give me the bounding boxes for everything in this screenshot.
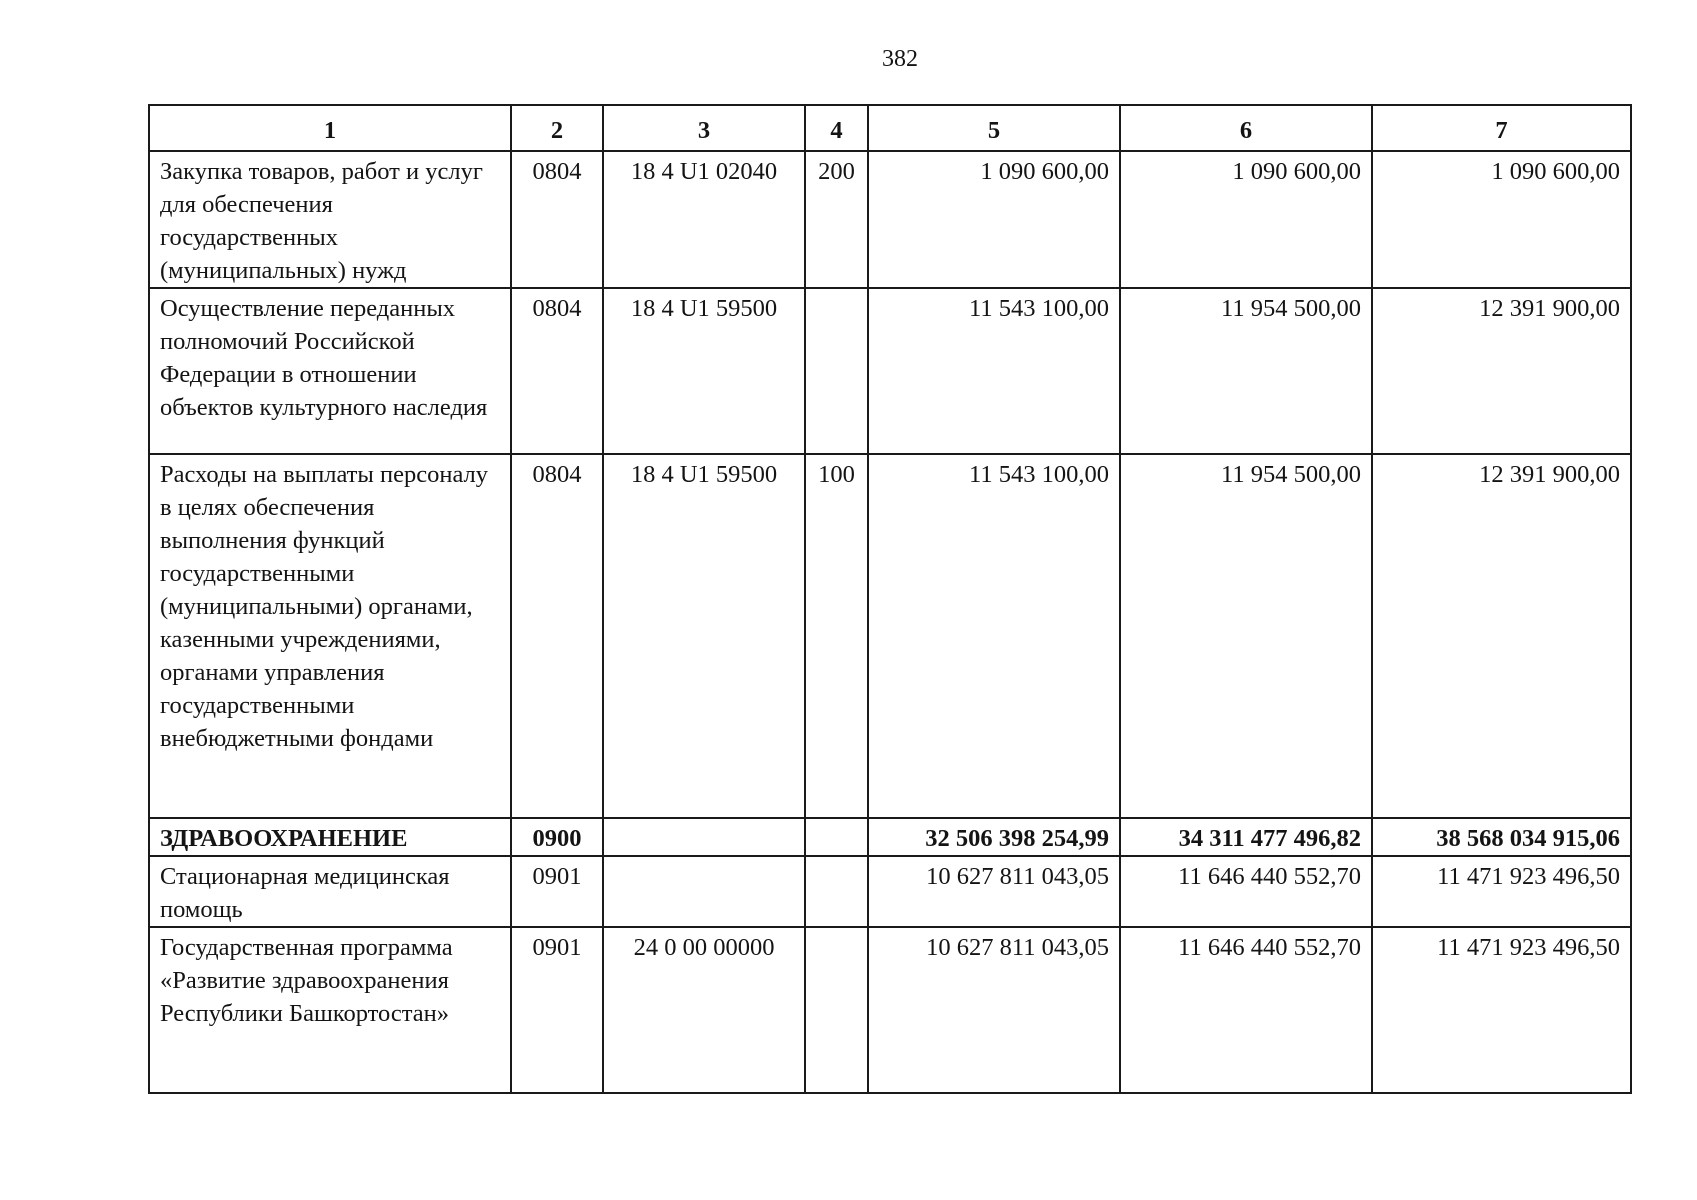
row-name: ЗДРАВООХРАНЕНИЕ bbox=[149, 818, 511, 856]
table-row bbox=[149, 454, 1631, 818]
row-expense-type: 200 bbox=[805, 151, 868, 288]
row-amount-6: 1 090 600,00 bbox=[1120, 151, 1372, 288]
row-amount-6: 11 646 440 552,70 bbox=[1120, 927, 1372, 1093]
row-target-code bbox=[603, 818, 805, 856]
row-amount-7: 11 471 923 496,50 bbox=[1372, 856, 1631, 927]
header-col-3: 3 bbox=[603, 105, 805, 151]
row-section: 0804 bbox=[511, 288, 603, 454]
header-col-2: 2 bbox=[511, 105, 603, 151]
row-expense-type bbox=[805, 818, 868, 856]
row-expense-type bbox=[805, 856, 868, 927]
header-row bbox=[149, 105, 1631, 151]
row-amount-7: 38 568 034 915,06 bbox=[1372, 818, 1631, 856]
row-name: Государственная программа «Развитие здравоохранения Республики Башкортостан» bbox=[149, 927, 511, 1093]
row-target-code: 18 4 U1 59500 bbox=[603, 288, 805, 454]
row-amount-7: 12 391 900,00 bbox=[1372, 454, 1631, 818]
header-col-7: 7 bbox=[1372, 105, 1631, 151]
header-col-1: 1 bbox=[149, 105, 511, 151]
page-number: 382 bbox=[882, 46, 918, 72]
row-amount-6: 11 954 500,00 bbox=[1120, 454, 1372, 818]
row-amount-7: 12 391 900,00 bbox=[1372, 288, 1631, 454]
header-col-6: 6 bbox=[1120, 105, 1372, 151]
table-row bbox=[149, 288, 1631, 454]
budget-table bbox=[148, 104, 1632, 1094]
row-section: 0901 bbox=[511, 856, 603, 927]
row-expense-type bbox=[805, 927, 868, 1093]
row-section: 0901 bbox=[511, 927, 603, 1093]
row-target-code bbox=[603, 856, 805, 927]
row-target-code: 18 4 U1 59500 bbox=[603, 454, 805, 818]
table-row bbox=[149, 927, 1631, 1093]
header-col-4: 4 bbox=[805, 105, 868, 151]
row-amount-5: 11 543 100,00 bbox=[868, 454, 1120, 818]
row-amount-5: 10 627 811 043,05 bbox=[868, 927, 1120, 1093]
row-amount-6: 34 311 477 496,82 bbox=[1120, 818, 1372, 856]
row-name: Стационарная медицинская помощь bbox=[149, 856, 511, 927]
table-row bbox=[149, 856, 1631, 927]
table-row bbox=[149, 151, 1631, 288]
row-amount-6: 11 646 440 552,70 bbox=[1120, 856, 1372, 927]
row-name: Расходы на выплаты персоналу в целях обеспечения выполнения функций государственными (муниципальными) органами, казенными учреждениями, органами управления государственными внебюджетными фондами bbox=[149, 454, 511, 818]
row-expense-type: 100 bbox=[805, 454, 868, 818]
table-row bbox=[149, 818, 1631, 856]
row-amount-5: 10 627 811 043,05 bbox=[868, 856, 1120, 927]
row-amount-6: 11 954 500,00 bbox=[1120, 288, 1372, 454]
row-amount-7: 11 471 923 496,50 bbox=[1372, 927, 1631, 1093]
row-section: 0804 bbox=[511, 151, 603, 288]
row-section: 0804 bbox=[511, 454, 603, 818]
row-amount-5: 11 543 100,00 bbox=[868, 288, 1120, 454]
row-name: Закупка товаров, работ и услуг для обеспечения государственных (муниципальных) нужд bbox=[149, 151, 511, 288]
row-name: Осуществление переданных полномочий Российской Федерации в отношении объектов культурного наследия bbox=[149, 288, 511, 454]
row-amount-7: 1 090 600,00 bbox=[1372, 151, 1631, 288]
header-col-5: 5 bbox=[868, 105, 1120, 151]
row-section: 0900 bbox=[511, 818, 603, 856]
row-amount-5: 32 506 398 254,99 bbox=[868, 818, 1120, 856]
row-target-code: 18 4 U1 02040 bbox=[603, 151, 805, 288]
row-expense-type bbox=[805, 288, 868, 454]
row-amount-5: 1 090 600,00 bbox=[868, 151, 1120, 288]
row-target-code: 24 0 00 00000 bbox=[603, 927, 805, 1093]
